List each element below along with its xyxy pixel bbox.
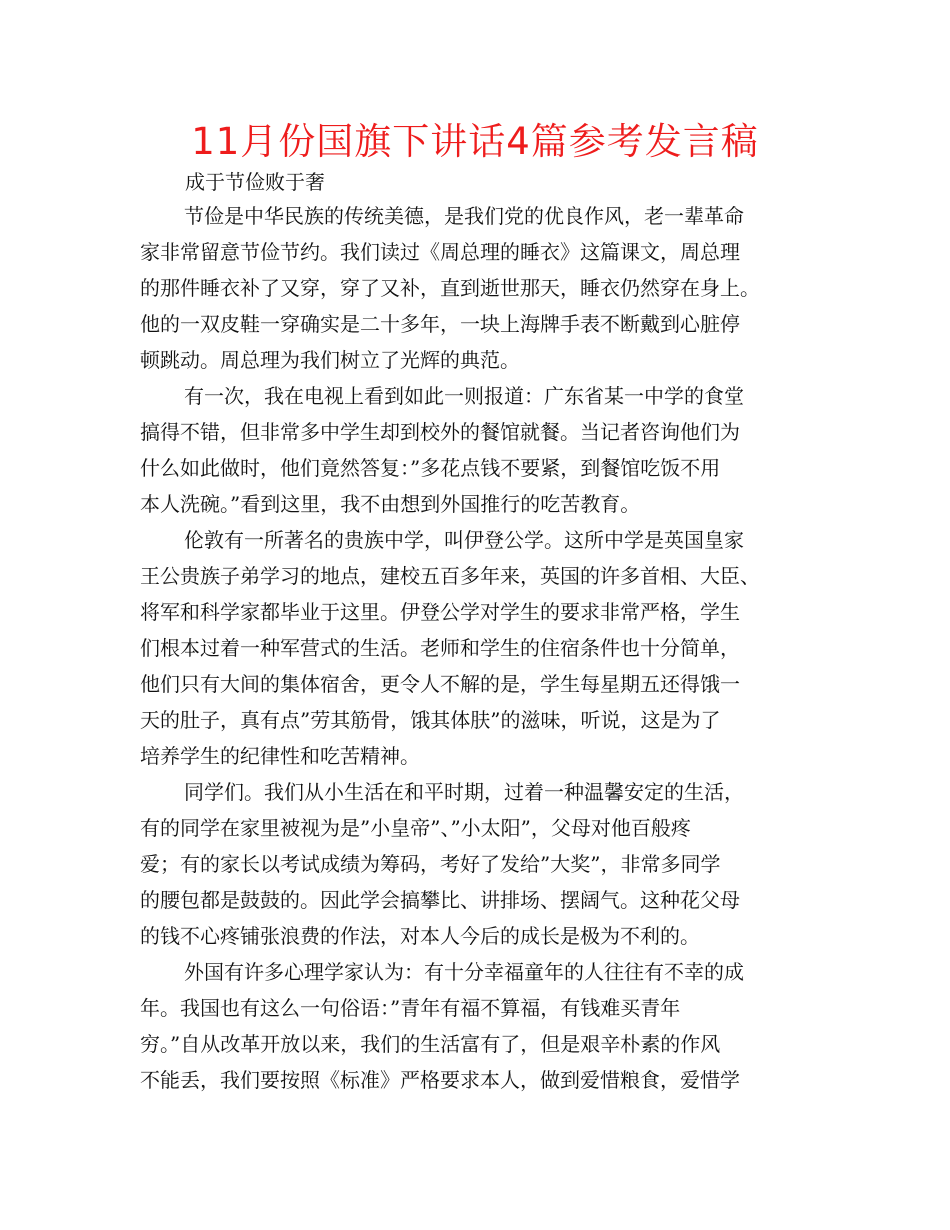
paragraph-line: 有的同学在家里被视为是”小皇帝”、”小太阳”，父母对他百般疼 <box>140 816 691 840</box>
document-subtitle: 成于节俭败于奢 <box>185 170 325 194</box>
paragraph-line: 家非常留意节俭节约。我们读过《周总理的睡衣》这篇课文，周总理 <box>140 240 740 264</box>
paragraph-line: 伦敦有一所著名的贵族中学，叫伊登公学。这所中学是英国皇家 <box>184 528 744 552</box>
paragraph-line: 外国有许多心理学家认为：有十分幸福童年的人往往有不幸的成 <box>184 960 744 984</box>
paragraph-line: 培养学生的纪律性和吃苦精神。 <box>140 744 420 768</box>
paragraph-line: 节俭是中华民族的传统美德，是我们党的优良作风，老一辈革命 <box>184 204 744 228</box>
paragraph-line: 他的一双皮鞋一穿确实是二十多年，一块上海牌手表不断戴到心脏停 <box>140 312 740 336</box>
paragraph-line: 的那件睡衣补了又穿，穿了又补，直到逝世那天，睡衣仍然穿在身上。 <box>140 276 760 300</box>
paragraph-3 <box>140 522 830 774</box>
paragraph-line: 他们只有大间的集体宿舍，更令人不解的是，学生每星期五还得饿一 <box>140 672 740 696</box>
paragraph-line: 王公贵族子弟学习的地点，建校五百多年来，英国的许多首相、大臣、 <box>140 564 760 588</box>
paragraph-line: 将军和科学家都毕业于这里。伊登公学对学生的要求非常严格，学生 <box>140 600 740 624</box>
paragraph-line: 爱；有的家长以考试成绩为筹码，考好了发给”大奖”，非常多同学 <box>140 852 721 876</box>
paragraph-line: 顿跳动。周总理为我们树立了光辉的典范。 <box>140 348 520 372</box>
paragraph-line: 有一次，我在电视上看到如此一则报道：广东省某一中学的食堂 <box>184 384 744 408</box>
document-title: 11月份国旗下讲话4篇参考发言稿 <box>191 120 759 163</box>
paragraph-line: 年。我国也有这么一句俗语：”青年有福不算福，有钱难买青年 <box>140 996 681 1020</box>
paragraph-line: 本人洗碗。”看到这里，我不由想到外国推行的吃苦教育。 <box>140 492 641 516</box>
paragraph-line: 天的肚子，真有点”劳其筋骨，饿其体肤”的滋味，听说，这是为了 <box>140 708 721 732</box>
paragraph-4 <box>140 774 830 954</box>
paragraph-2 <box>140 378 830 522</box>
paragraph-line: 搞得不错，但非常多中学生却到校外的餐馆就餐。当记者咨询他们为 <box>140 420 740 444</box>
paragraph-line: 不能丢，我们要按照《标准》严格要求本人，做到爱惜粮食，爱惜学 <box>140 1068 740 1092</box>
document-body <box>140 198 830 1098</box>
paragraph-line: 什么如此做时，他们竟然答复：”多花点钱不要紧，到餐馆吃饭不用 <box>140 456 721 480</box>
paragraph-5 <box>140 954 830 1098</box>
paragraph-line: 的钱不心疼铺张浪费的作法，对本人今后的成长是极为不利的。 <box>140 924 700 948</box>
paragraph-line: 的腰包都是鼓鼓的。因此学会搞攀比、讲排场、摆阔气。这种花父母 <box>140 888 740 912</box>
paragraph-line: 穷。”自从改革开放以来，我们的生活富有了，但是艰辛朴素的作风 <box>140 1032 721 1056</box>
paragraph-line: 们根本过着一种军营式的生活。老师和学生的住宿条件也十分简单， <box>140 636 740 660</box>
paragraph-1 <box>140 198 830 378</box>
paragraph-line: 同学们。我们从小生活在和平时期，过着一种温馨安定的生活， <box>184 780 744 804</box>
